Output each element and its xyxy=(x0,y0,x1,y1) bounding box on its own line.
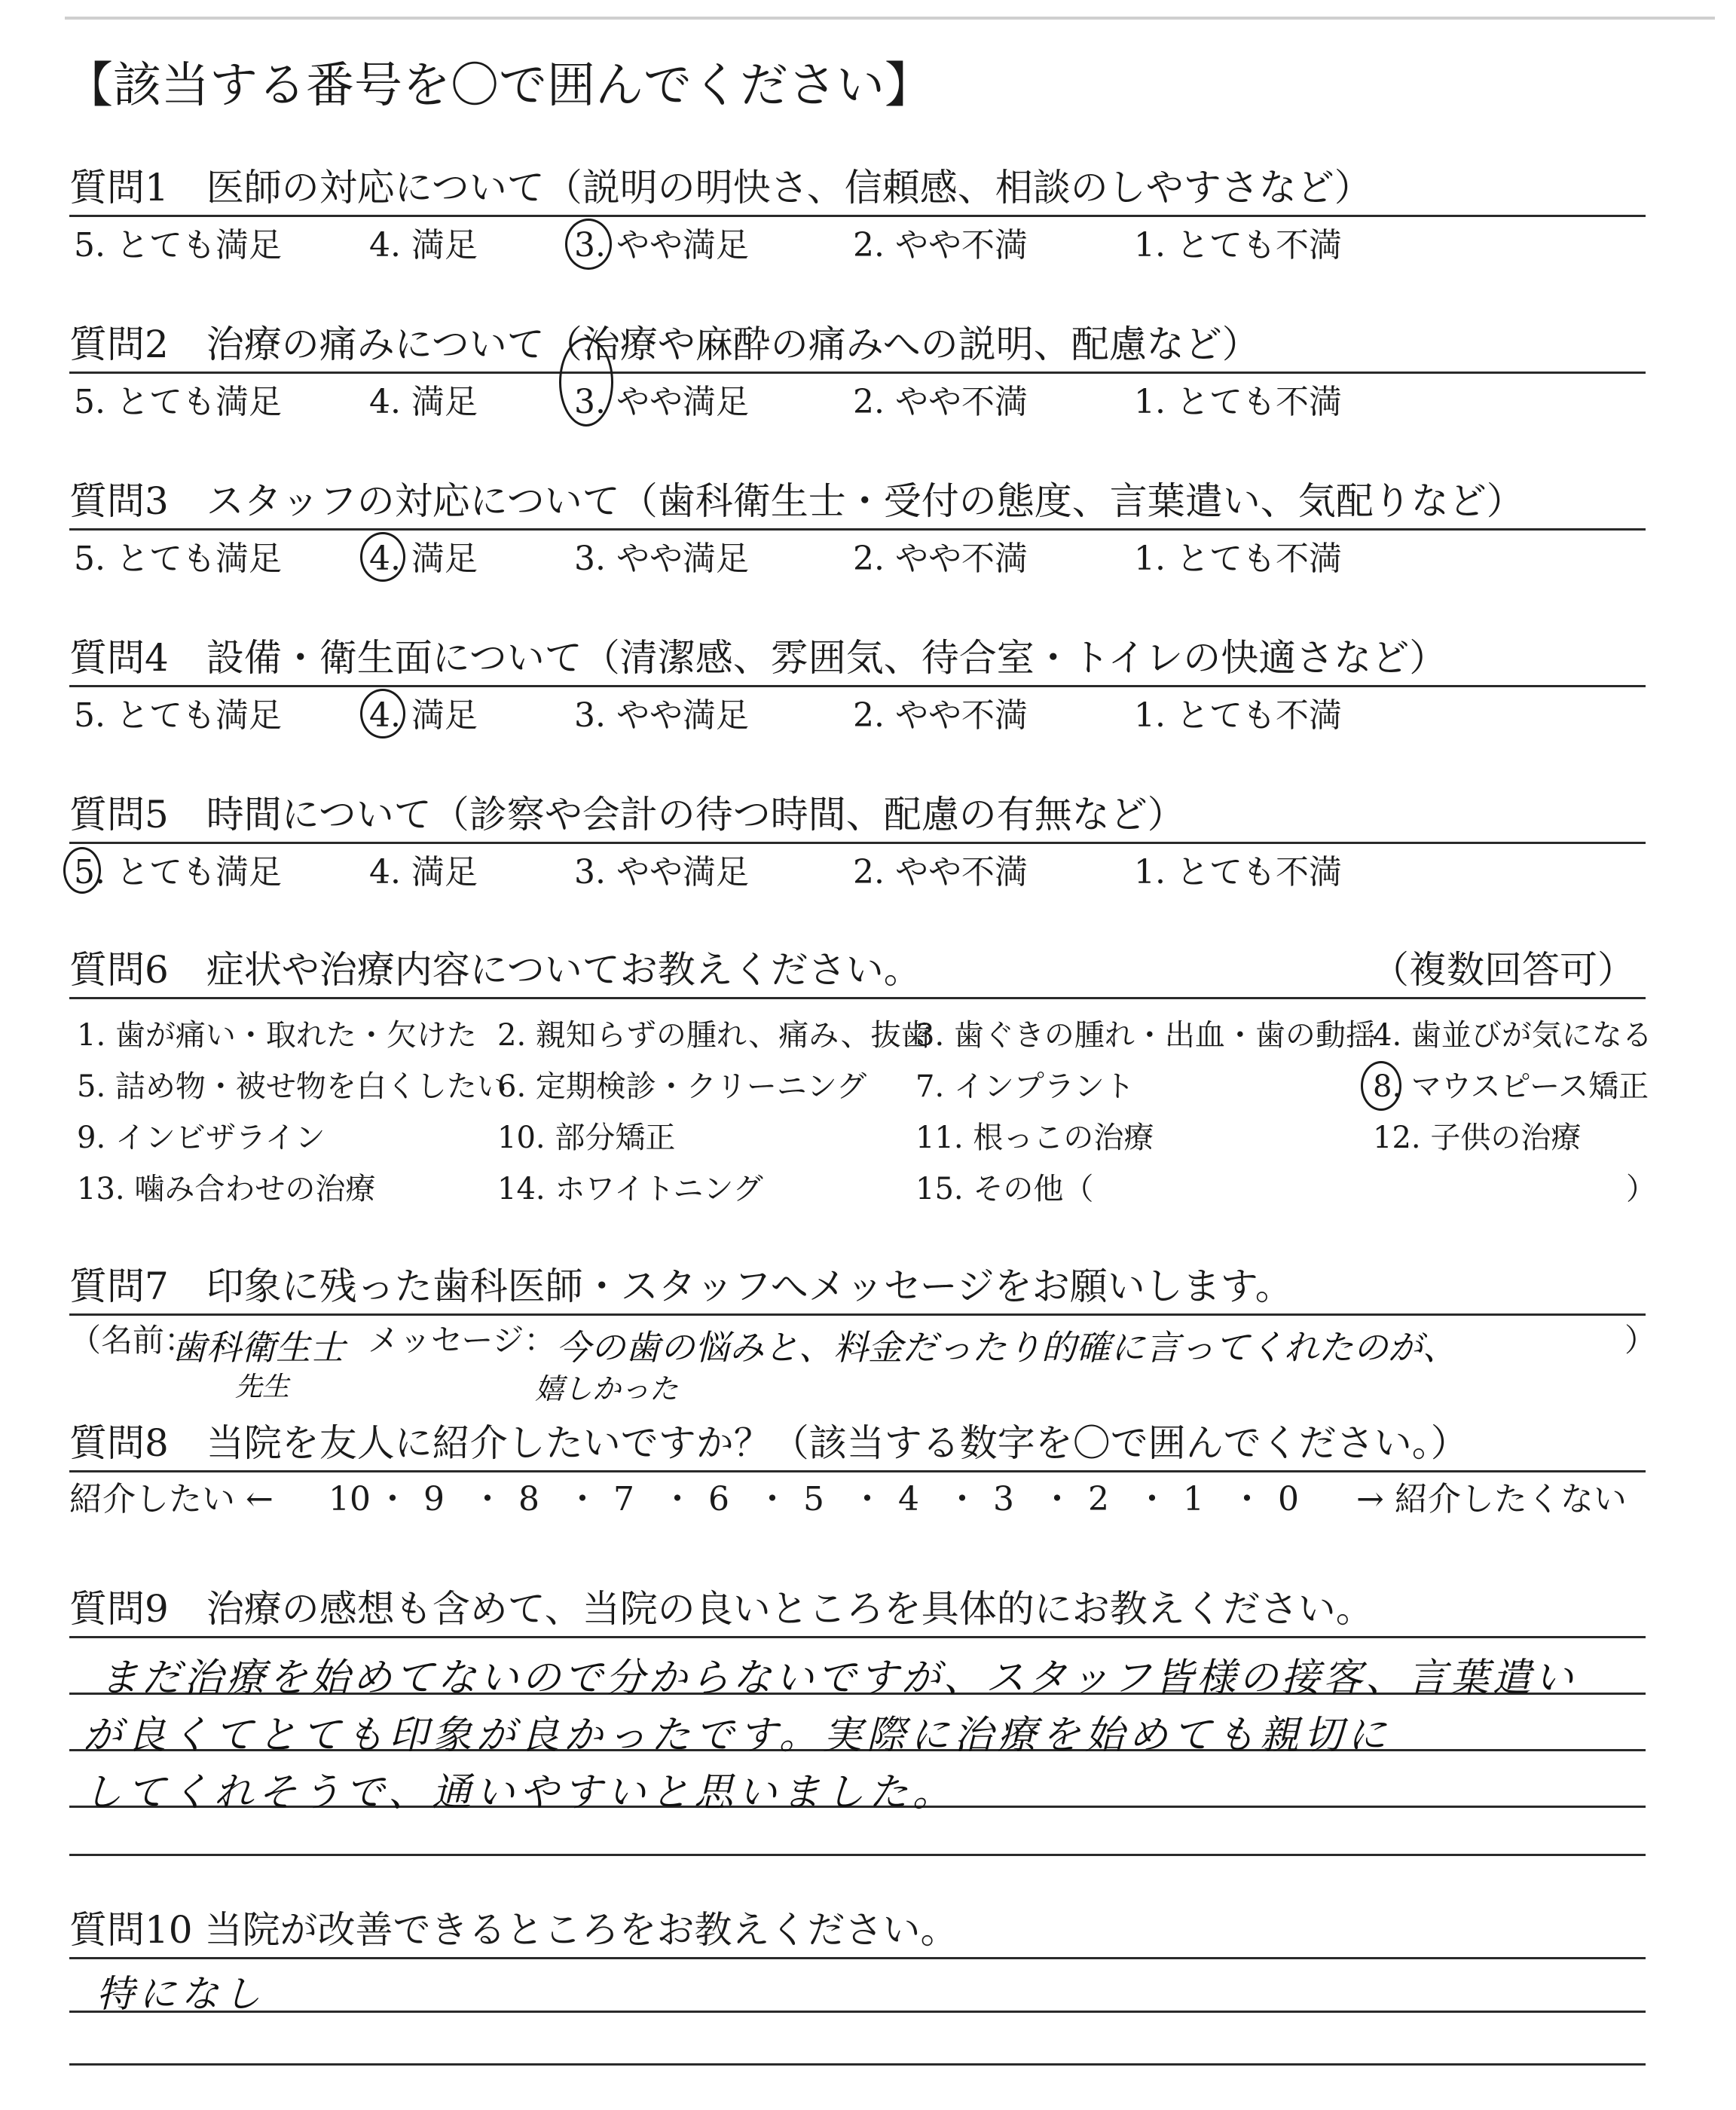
q8-scale-separator: ・ xyxy=(566,1480,599,1518)
q8-scale-separator: ・ xyxy=(1230,1480,1264,1518)
q4-option-1[interactable]: 1. とても不満 xyxy=(1134,696,1342,735)
q6-selection-circle xyxy=(1361,1061,1401,1111)
q6-other-close-paren: ） xyxy=(1626,1172,1656,1206)
top-border xyxy=(65,17,1715,20)
q8-scale-0[interactable]: 0 xyxy=(1278,1480,1299,1518)
q3-option-5[interactable]: 5. とても満足 xyxy=(74,540,282,578)
q6-option-10[interactable]: 10. 部分矯正 xyxy=(497,1121,676,1155)
q1-option-3[interactable]: 3. やや満足 xyxy=(574,226,749,265)
q7-name-value-sub: 先生 xyxy=(235,1372,290,1402)
q6-option-2[interactable]: 2. 親知らずの腫れ、痛み、抜歯 xyxy=(497,1018,931,1053)
q9-answer-line-2[interactable]: が良くてとても印象が良かったです。実際に治療を始めても親切に xyxy=(83,1713,1391,1758)
q2-option-4[interactable]: 4. 満足 xyxy=(369,383,478,421)
q5-option-5[interactable]: 5. とても満足 xyxy=(74,853,282,891)
question-9-rule-1 xyxy=(69,1636,1646,1638)
question-9-title: 質問9 治療の感想も含めて、当院の良いところを具体的にお教えください。 xyxy=(69,1587,1374,1631)
q4-option-4[interactable]: 4. 満足 xyxy=(369,696,478,735)
q6-option-4[interactable]: 4. 歯並びが気になる xyxy=(1373,1018,1652,1053)
q2-option-5[interactable]: 5. とても満足 xyxy=(74,383,282,421)
question-10-rule-3 xyxy=(69,2063,1646,2066)
question-6-rule xyxy=(69,997,1646,999)
question-4-title: 質問4 設備・衛生面について（清潔感、雰囲気、待合室・トイレの快適さなど） xyxy=(69,636,1447,680)
q6-option-11[interactable]: 11. 根っこの治療 xyxy=(915,1121,1154,1155)
question-6-title: 質問6 症状や治療内容についてお教えください。 xyxy=(69,948,921,992)
question-8-title: 質問8 当院を友人に紹介したいですか？（該当する数字を〇で囲んでください。） xyxy=(69,1421,1469,1465)
q6-option-15[interactable]: 15. その他（ xyxy=(915,1172,1094,1206)
q8-scale-separator: ・ xyxy=(1135,1480,1169,1518)
q3-option-1[interactable]: 1. とても不満 xyxy=(1134,540,1342,578)
q8-scale-separator: ・ xyxy=(851,1480,884,1518)
q8-scale-10[interactable]: 10 xyxy=(329,1480,371,1518)
question-3-title: 質問3 スタッフの対応について（歯科衛生士・受付の態度、言葉遣い、気配りなど） xyxy=(69,479,1524,523)
question-6-note: （複数回答可） xyxy=(1371,948,1635,992)
q1-option-2[interactable]: 2. やや不満 xyxy=(853,226,1028,265)
q5-option-2[interactable]: 2. やや不満 xyxy=(853,853,1028,891)
q7-message-value[interactable]: 今の歯の悩みと、料金だったり的確に言ってくれたのが、 xyxy=(556,1327,1457,1368)
q8-scale-7[interactable]: 7 xyxy=(613,1480,634,1518)
q6-option-6[interactable]: 6. 定期検診・クリーニング xyxy=(497,1069,867,1104)
q1-option-1[interactable]: 1. とても不満 xyxy=(1134,226,1342,265)
question-5-title: 質問5 時間について（診察や会計の待つ時間、配慮の有無など） xyxy=(69,793,1185,836)
q5-option-4[interactable]: 4. 満足 xyxy=(369,853,478,891)
q8-left-label: 紹介したい ← xyxy=(69,1480,274,1518)
q8-scale-4[interactable]: 4 xyxy=(898,1480,919,1518)
q7-name-value[interactable]: 歯科衛生士 xyxy=(172,1327,345,1368)
q6-option-13[interactable]: 13. 噛み合わせの治療 xyxy=(77,1172,376,1206)
q1-option-5[interactable]: 5. とても満足 xyxy=(74,226,282,265)
q2-option-2[interactable]: 2. やや不満 xyxy=(853,383,1028,421)
q2-selection-circle xyxy=(559,338,613,427)
q9-answer-line-1[interactable]: まだ治療を始めてないので分からないですが、スタッフ皆様の接客、言葉遣い xyxy=(99,1656,1577,1701)
q8-scale-separator: ・ xyxy=(756,1480,789,1518)
q5-option-3[interactable]: 3. やや満足 xyxy=(574,853,749,891)
page-title: 【該当する番号を〇で囲んでください】 xyxy=(65,58,933,114)
q10-answer[interactable]: 特になし xyxy=(96,1972,265,2016)
q8-scale-separator: ・ xyxy=(1041,1480,1074,1518)
q4-selection-circle xyxy=(360,689,405,738)
q8-scale-5[interactable]: 5 xyxy=(803,1480,824,1518)
q8-right-label: → 紹介したくない xyxy=(1356,1480,1627,1518)
q8-scale-6[interactable]: 6 xyxy=(708,1480,729,1518)
q8-scale-3[interactable]: 3 xyxy=(993,1480,1014,1518)
q3-option-3[interactable]: 3. やや満足 xyxy=(574,540,749,578)
question-2-rule xyxy=(69,372,1646,374)
q7-message-label: メッセージ： xyxy=(368,1322,556,1359)
q9-answer-line-3[interactable]: してくれそうで、通いやすいと思いました。 xyxy=(83,1770,956,1815)
q1-selection-circle xyxy=(565,219,612,270)
question-9-rule-5 xyxy=(69,1854,1646,1856)
q4-option-3[interactable]: 3. やや満足 xyxy=(574,696,749,735)
q5-selection-circle xyxy=(63,847,101,894)
q8-scale-8[interactable]: 8 xyxy=(518,1480,539,1518)
question-1-rule xyxy=(69,215,1646,217)
q8-scale-separator: ・ xyxy=(376,1480,409,1518)
q7-close-paren: ） xyxy=(1624,1322,1657,1359)
q8-scale-separator: ・ xyxy=(471,1480,504,1518)
q6-option-14[interactable]: 14. ホワイトニング xyxy=(497,1172,763,1206)
q3-selection-circle xyxy=(360,532,405,582)
q8-scale-9[interactable]: 9 xyxy=(423,1480,445,1518)
q4-option-5[interactable]: 5. とても満足 xyxy=(74,696,282,735)
q8-scale-1[interactable]: 1 xyxy=(1183,1480,1204,1518)
question-10-rule-1 xyxy=(69,1957,1646,1959)
q2-option-3[interactable]: 3. やや満足 xyxy=(574,383,749,421)
q8-scale-2[interactable]: 2 xyxy=(1088,1480,1109,1518)
question-10-rule-2 xyxy=(69,2011,1646,2013)
q6-option-7[interactable]: 7. インプラント xyxy=(915,1069,1135,1104)
question-4-rule xyxy=(69,685,1646,687)
q2-option-1[interactable]: 1. とても不満 xyxy=(1134,383,1342,421)
q7-name-label: （名前： xyxy=(69,1322,197,1359)
q6-option-8[interactable]: 8. マウスピース矯正 xyxy=(1373,1069,1649,1104)
q4-option-2[interactable]: 2. やや不満 xyxy=(853,696,1028,735)
question-1-title: 質問1 医師の対応について（説明の明快さ、信頼感、相談のしやすさなど） xyxy=(69,166,1372,209)
q6-option-9[interactable]: 9. インビザライン xyxy=(77,1121,326,1155)
question-3-rule xyxy=(69,528,1646,531)
q6-option-3[interactable]: 3. 歯ぐきの腫れ・出血・歯の動揺 xyxy=(915,1018,1376,1053)
question-10-title: 質問10 当院が改善できるところをお教えください。 xyxy=(69,1908,958,1952)
q6-option-12[interactable]: 12. 子供の治療 xyxy=(1373,1121,1582,1155)
question-7-rule xyxy=(69,1313,1646,1316)
q6-option-1[interactable]: 1. 歯が痛い・取れた・欠けた xyxy=(77,1018,477,1053)
q8-scale-separator: ・ xyxy=(661,1480,694,1518)
question-7-title: 質問7 印象に残った歯科医師・スタッフへメッセージをお願いします。 xyxy=(69,1264,1293,1308)
q6-option-5[interactable]: 5. 詰め物・被せ物を白くしたい xyxy=(77,1069,507,1104)
question-5-rule xyxy=(69,842,1646,844)
question-8-rule xyxy=(69,1470,1646,1472)
q8-scale-separator: ・ xyxy=(946,1480,979,1518)
q5-option-1[interactable]: 1. とても不満 xyxy=(1134,853,1342,891)
q3-option-4[interactable]: 4. 満足 xyxy=(369,540,478,578)
q1-option-4[interactable]: 4. 満足 xyxy=(369,226,478,265)
q7-message-value-sub: 嬉しかった xyxy=(535,1372,679,1405)
question-2-title: 質問2 治療の痛みについて（治療や麻酔の痛みへの説明、配慮など） xyxy=(69,323,1260,366)
q3-option-2[interactable]: 2. やや不満 xyxy=(853,540,1028,578)
